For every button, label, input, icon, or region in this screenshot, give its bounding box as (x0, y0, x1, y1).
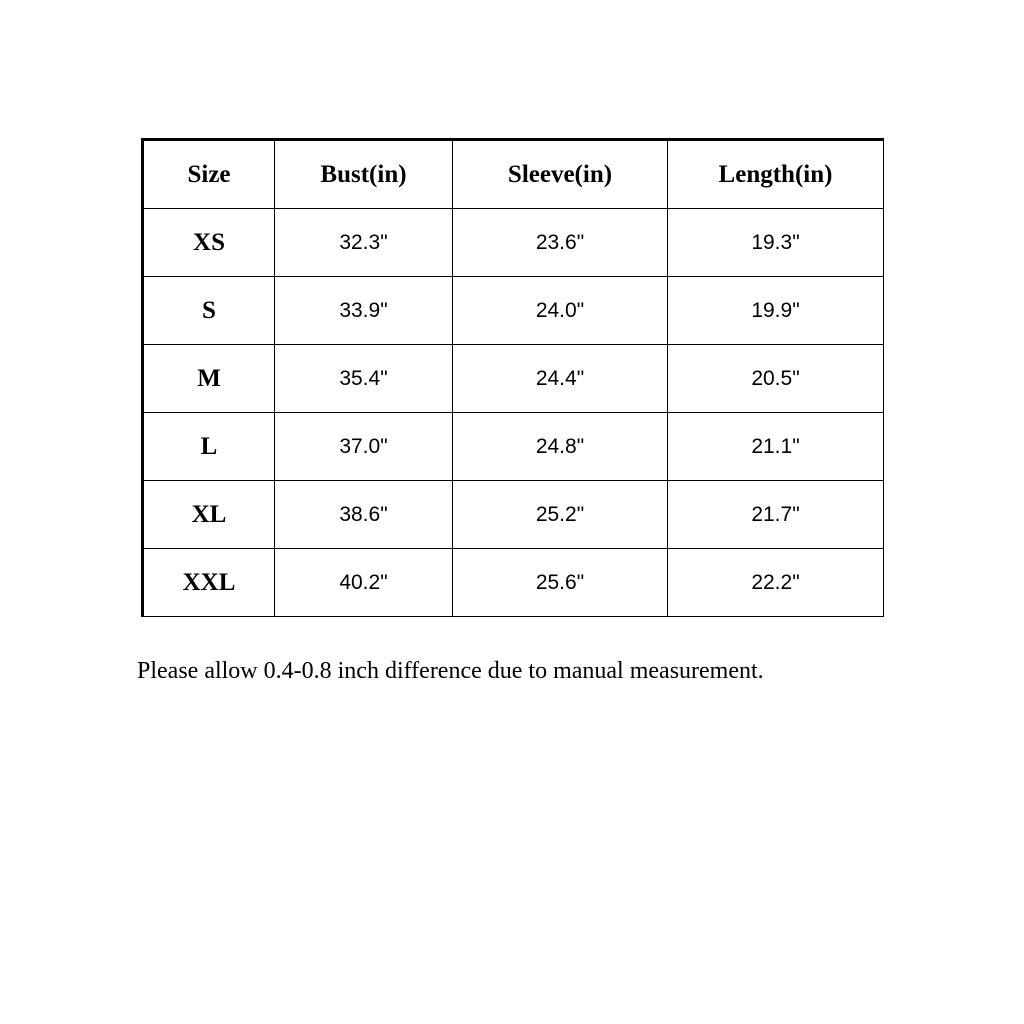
header-size: Size (143, 140, 275, 209)
table-row (143, 345, 884, 413)
table-row (143, 209, 884, 277)
size-cell: XL (143, 481, 275, 549)
length-cell: 21.1" (668, 413, 884, 481)
length-cell: 19.3" (668, 209, 884, 277)
size-cell: S (143, 277, 275, 345)
size-cell: XS (143, 209, 275, 277)
sleeve-cell: 25.2" (453, 481, 668, 549)
length-cell: 21.7" (668, 481, 884, 549)
bust-cell: 40.2" (275, 549, 453, 617)
size-cell: L (143, 413, 275, 481)
table-row (143, 413, 884, 481)
bust-cell: 35.4" (275, 345, 453, 413)
size-cell: XXL (143, 549, 275, 617)
table-row (143, 481, 884, 549)
bust-cell: 32.3" (275, 209, 453, 277)
bust-cell: 33.9" (275, 277, 453, 345)
sleeve-cell: 23.6" (453, 209, 668, 277)
bust-cell: 38.6" (275, 481, 453, 549)
measurement-note: Please allow 0.4-0.8 inch difference due to manual measurement. (137, 658, 764, 684)
header-row (143, 140, 884, 209)
header-sleeve: Sleeve(in) (453, 140, 668, 209)
sleeve-cell: 24.4" (453, 345, 668, 413)
sleeve-cell: 25.6" (453, 549, 668, 617)
header-length: Length(in) (668, 140, 884, 209)
table-row (143, 277, 884, 345)
sleeve-cell: 24.0" (453, 277, 668, 345)
bust-cell: 37.0" (275, 413, 453, 481)
size-cell: M (143, 345, 275, 413)
length-cell: 20.5" (668, 345, 884, 413)
table-row (143, 549, 884, 617)
header-bust: Bust(in) (275, 140, 453, 209)
length-cell: 19.9" (668, 277, 884, 345)
length-cell: 22.2" (668, 549, 884, 617)
size-chart-table (141, 138, 884, 617)
sleeve-cell: 24.8" (453, 413, 668, 481)
